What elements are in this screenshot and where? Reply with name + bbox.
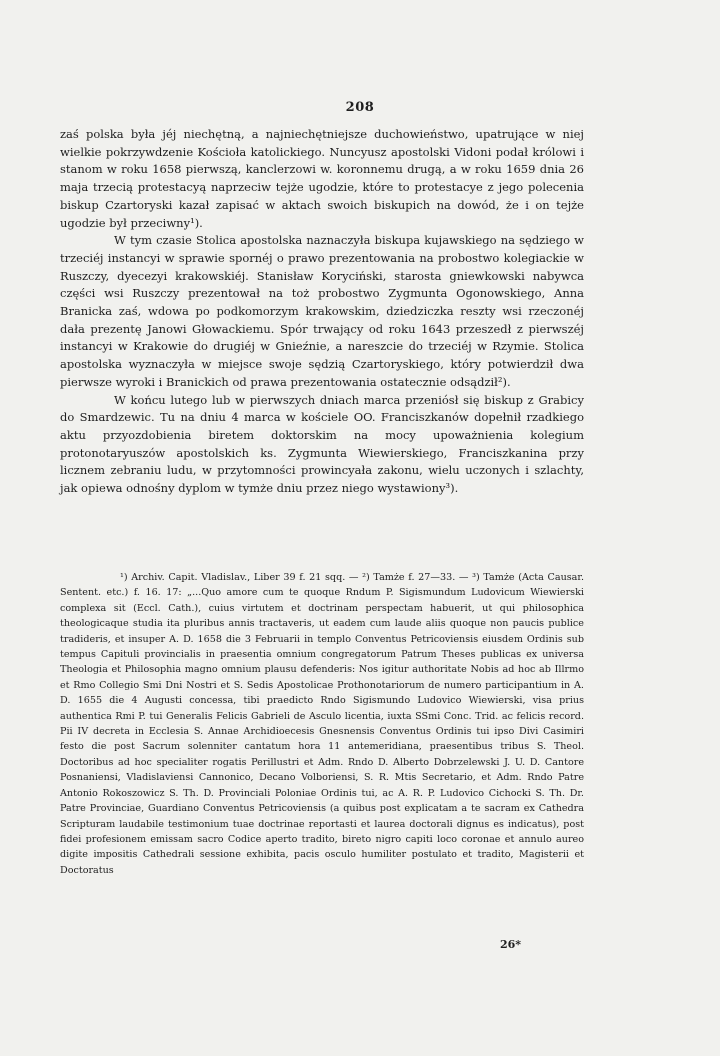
footnote-block: ¹) Archiv. Capit. Vladislav., Liber 39 f. 21 sqq. — ²) Tamże f. 27—33. — ³) Tamże (Acta Causar. Sentent. etc.) f. 16. 17: „...Quo amore cum te quoque Rndum P. Sigismundum Ludovicum Wiewierski complexa sit (Eccl. Cath.), cuius virtutem et doctrinam perspectam habuerit, ut qui philosophica theologicaque studia ita pluribus annis tractaveris, ut eadem cum laude aliis quoque non paucis publice tradideris, et insuper A. D. 1658 die 3 Februarii in templo Conventus Petricoviensis eiusdem Ordinis sub tempus Capituli provincialis in praesentia omnium congregatorum Patrum Theses publicas ex universa Theologia et Philosophia magno omnium plausu defenderis: Nos igitur authoritate Nobis ad hoc ab Illrmo et Rmo Collegio Smi Dni Nostri et S. Sedis Apostolicae Prothonotariorum de numero participantium in A. D. 1655 die 4 Augusti concessa, tibi praedicto Rndo Sigismundo Ludovico Wiewierski, visa prius authentica Rmi P. tui Generalis Felicis Gabrieli de Asculo licentia, iuxta SSmi Conc. Trid. ac felicis record. Pii IV decreta in Ecclesia S. Annae Archidioecesis Gnesnensis Conventus Ordinis tui ipso Divi Casimiri festo die post Sacrum solenniter cantatum hora 11 antemeridiana, praesentibus tribus S. Theol. Doctoribus ad hoc specialiter rogatis Perillustri et Adm. Rndo D. Alberto Dobrzelewski J. U. D. Cantore Posnaniensi, Vladislaviensi Cannonico, Decano Volboriensi, S. R. Mtis Secretario, et Adm. Rndo Patre Antonio Rokoszowicz S. Th. D. Provinciali Poloniae Ordinis tui, ac A. R. P. Ludovico Cichocki S. Th. Dr. Patre Provinciae, Guardiano Conventus Petricoviensis (a quibus post explicatam a te sacram ex Cathedra Scripturam laudabile testimonium tuae doctrinae reportasti et laurea doctorali dignus es indicatus), post fidei profesionem emissam sacro Codice aperto tradito, bireto nigro capiti loco coronae et annulo aureo digite impositis Cathedrali sessione exhibita, pacis osculo humiliter postulato et tradito, Magisterii et Doctoratus [60,572,584,876]
paragraph-2: W tym czasie Stolica apostolska naznaczyła biskupa kujawskiego na sędziego w trzeciéj instancyi w sprawie spornéj o prawo prezentowania na probostwo kolegiackie w Ruszczy, dyecezyi krakowskiéj. Stanisław Koryciński, starosta gniewkowski nabywca części wsi Ruszczy prezentował na toż probostwo Zygmunta Ogonowskiego, Anna Branicka zaś, wdowa po podkomorzym krakowskim, dziedziczka reszty wsi rzeczonéj dała prezentę Janowi Głowackiemu. Spór trwający od roku 1643 przeszedł z pierwszéj instancyi w Krakowie do drugiéj w Gnieźnie, a nareszcie do trzeciéj w Rzymie. Stolica apostolska wyznaczyła w miejsce swoje sędzią Czartoryskiego, który potwierdził dwa pierwsze wyroki i Branickich od prawa prezentowania ostatecznie odsądził²). [60,233,584,389]
page-number: 208 [345,100,375,115]
main-text [60,126,584,498]
printer-signature-mark: 26* [500,938,522,951]
paragraph-1: zaś polska była jéj niechętną, a najniechętniejsze duchowieństwo, upatrujące w niej wielkie pokrzywdzenie Kościoła katolickiego. Nuncyusz apostolski Vidoni podał królowi i stanom w roku 1658 pierwszą, kanclerzowi w. koronnemu drugą, a w roku 1659 dnia 26 maja trzecią protestacyą naprzeciw tejże ugodzie, które to protestacye z jego polecenia biskup Czartoryski kazał zapisać w aktach swoich biskupich na dowód, że i on tejże ugodzie był przeciwny¹). [60,127,584,230]
paragraph-3: W końcu lutego lub w pierwszych dniach marca przeniósł się biskup z Grabicy do Smardzewic. Tu na dniu 4 marca w kościele OO. Franciszkanów dopełnił rzadkiego aktu przyozdobienia biretem doktorskim na mocy upoważnienia kolegium protonotaryuszów apostolskich ks. Zygmunta Wiewierskiego, Franciszkanina przy licznem zebraniu ludu, w przytomności prowincyała zakonu, wielu uczonych i szlachty, jak opiewa odnośny dyplom w tymże dniu przez niego wystawiony³). [60,392,584,496]
footnotes [60,570,584,878]
